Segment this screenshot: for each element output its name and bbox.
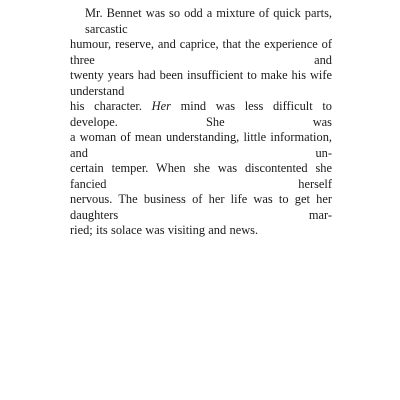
paragraph [70,6,332,239]
italic-word: Her [151,99,171,113]
body-text [70,6,332,239]
text-line-6: certain temper. When she was discontented she fancied herself [70,161,332,191]
text-line-2: humour, reserve, and caprice, that the experience of three and [70,37,332,67]
text-line-4-start: his character. [70,99,152,113]
text-line-3: twenty years had been insufficient to make his wife understand [70,68,332,98]
text-line-7: nervous. The business of her life was to get her daughters mar- [70,192,332,222]
text-line-8: ried; its solace was visiting and news. [70,223,259,237]
text-line-5: a woman of mean understanding, little information, and un- [70,130,332,160]
text-line-1: Mr. Bennet was so odd a mixture of quick parts, sarcastic [85,6,332,36]
text-line-4 [70,99,332,130]
text-line-4-end: mind was less difficult to develope. She was [70,99,332,129]
